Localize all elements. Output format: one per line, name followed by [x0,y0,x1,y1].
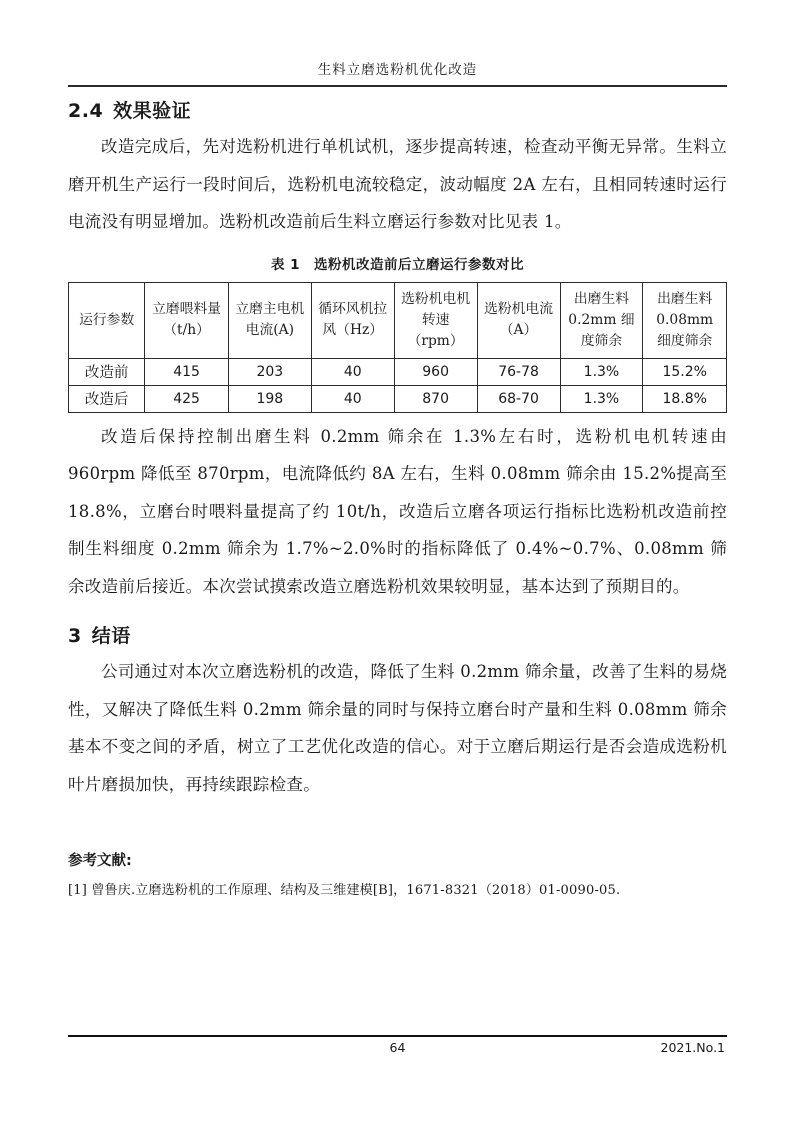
table-cell: 40 [311,358,394,385]
table-cell: 960 [394,358,477,385]
table-cell: 1.3% [560,358,643,385]
running-header-title: 生料立磨选粉机优化改造 [68,0,727,87]
table-cell: 1.3% [560,385,643,412]
page-number: 64 [389,1040,406,1055]
table-cell: 415 [145,358,229,385]
table-row [69,385,727,412]
table-cell: 76-78 [477,358,560,385]
table-caption-title: 选粉机改造前后立磨运行参数对比 [314,256,525,273]
table-cell: 40 [311,385,394,412]
table-cell: 18.8% [643,385,727,412]
column-header: 选粉机电流（A） [477,282,560,358]
column-header: 出磨生料0.2mm 细度筛余 [560,282,643,358]
table-cell: 改造前 [69,358,145,385]
table-header-row [69,282,727,358]
references-heading: 参考文献: [68,853,132,869]
table-cell: 68-70 [477,385,560,412]
issue-number: 2021.No.1 [660,1040,725,1055]
table-cell: 198 [228,385,311,412]
reference-item: [1] 曾鲁庆.立磨选粉机的工作原理、结构及三维建模[B]，1671-8321（2018）01-0090-05. [68,883,621,898]
table-cell: 203 [228,358,311,385]
section-title: 效果验证 [113,100,192,122]
section-number: 3 [68,625,82,647]
section-title: 结语 [91,625,131,647]
column-header: 循环风机拉风（Hz） [311,282,394,358]
column-header: 选粉机电机转速（rpm） [394,282,477,358]
column-header: 运行参数 [69,282,145,358]
table-cell: 870 [394,385,477,412]
section-heading-2-4 [68,96,727,123]
page-footer [68,1035,727,1060]
footer-row [68,1040,727,1060]
column-header: 出磨生料0.08mm 细度筛余 [643,282,727,358]
column-header: 立磨主电机电流(A) [228,282,311,358]
table-caption-label: 表 1 [270,256,301,273]
table-caption [68,253,727,273]
paragraph-test-results: 改造完成后，先对选粉机进行单机试机，逐步提高转速，检查动平衡无异常。生料立磨开机生产运行一段时间后，选粉机电流较稳定，波动幅度 2A 左右，且相同转速时运行电流没有明显增加。选粉机改造前后生料立磨运行参数对比见表 1。 [68,137,727,231]
column-header: 立磨喂料量（t/h） [145,282,229,358]
table-cell: 15.2% [643,358,727,385]
parameters-comparison-table [68,282,727,413]
table-row [69,358,727,385]
table-cell: 425 [145,385,229,412]
section-number: 2.4 [68,100,104,122]
section-heading-3 [68,621,727,648]
paragraph-conclusion: 公司通过对本次立磨选粉机的改造，降低了生料 0.2mm 筛余量，改善了生料的易烧性，又解决了降低生料 0.2mm 筛余量的同时与保持立磨台时产量和生料 0.08mm 筛余基本不变之间的矛盾，树立了工艺优化改造的信心。对于立磨后期运行是否会造成选粉机叶片磨损加快，再持续跟踪检查。 [68,662,727,794]
paragraph-analysis: 改造后保持控制出磨生料 0.2mm 筛余在 1.3%左右时，选粉机电机转速由 960rpm 降低至 870rpm，电流降低约 8A 左右，生料 0.08mm 筛余由 15.2%提高至 18.8%，立磨台时喂料量提高了约 10t/h，改造后立磨各项运行指标比选粉机改造前控制生料细度 0.2mm 筛余为 1.7%~2.0%时的指标降低了 0.4%~0.7%、0.08mm 筛余改造前后接近。本次尝试摸索改造立磨选粉机效果较明显，基本达到了预期目的。 [68,426,727,596]
page-content [68,0,727,898]
table-cell: 改造后 [69,385,145,412]
